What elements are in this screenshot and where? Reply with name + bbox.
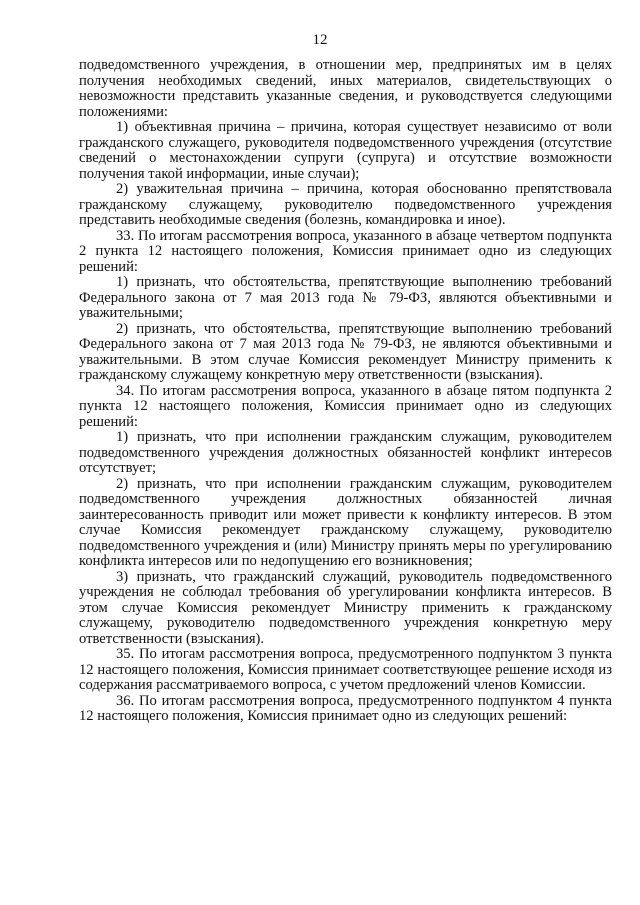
page-number: 12	[312, 32, 328, 48]
document-body	[79, 58, 612, 725]
paragraph-33-decision-2: 2) признать, что обстоятельства, препятствующие выполнению требований Федерального закона от 7 мая 2013 года № 79-ФЗ, не являются объективными и уважительными. В этом случае Комиссия рекомендует Министру применить к гражданскому служащему конкретную меру ответственности (взыскания).	[79, 320, 612, 383]
paragraph-item-36: 36. По итогам рассмотрения вопроса, предусмотренного подпунктом 4 пункта 12 настоящего положения, Комиссия принимает одно из следующих решений:	[79, 692, 612, 724]
paragraph-continuation: подведомственного учреждения, в отношении мер, предпринятых им в целях получения необходимых сведений, иных материалов, свидетельствующих о невозможности представить указанные сведения, и руководствуется следующими положениями:	[79, 57, 612, 120]
paragraph-item-34: 34. По итогам рассмотрения вопроса, указанного в абзаце пятом подпункта 2 пункта 12 настоящего положения, Комиссия принимает одно из следующих решений:	[79, 382, 612, 430]
paragraph-item-35: 35. По итогам рассмотрения вопроса, предусмотренного подпунктом 3 пункта 12 настоящего положения, Комиссия принимает соответствующее решение исходя из содержания рассматриваемого вопроса, с учетом предложений членов Комиссии.	[79, 646, 612, 693]
paragraph-34-decision-2: 2) признать, что при исполнении гражданским служащим, руководителем подведомственного учреждения должностных обязанностей личная заинтересованность приводит или может привести к конфликту интересов. В этом случае Комиссия рекомендует гражданскому служащему, руководителю подведомственного учреждения и (или) Министру принять меры по урегулированию конфликта интересов или по недопущению его возникновения;	[79, 475, 612, 569]
paragraph-objective-reason: 1) объективная причина – причина, которая существует независимо от воли гражданского служащего, руководителя подведомственного учреждения (отсутствие сведений о местонахождении супруги (супруга) и отсутствие возможности получения такой информации, иные случаи);	[79, 119, 612, 182]
paragraph-valid-reason: 2) уважительная причина – причина, которая обоснованно препятствовала гражданскому служащему, руководителю подведомственного учреждения представить необходимые сведения (болезнь, командировка и иное).	[79, 181, 612, 228]
paragraph-34-decision-1: 1) признать, что при исполнении гражданским служащим, руководителем подведомственного учреждения должностных обязанностей конфликт интересов отсутствует;	[79, 429, 612, 476]
paragraph-34-decision-3: 3) признать, что гражданский служащий, руководитель подведомственного учреждения не соблюдал требования об урегулировании конфликта интересов. В этом случае Комиссия рекомендует Министру применить к гражданскому служащему, руководителю подведомственного учреждения конкретную меру ответственности (взыскания).	[79, 568, 612, 647]
paragraph-33-decision-1: 1) признать, что обстоятельства, препятствующие выполнению требований Федерального закона от 7 мая 2013 года № 79-ФЗ, являются объективными и уважительными;	[79, 274, 612, 321]
paragraph-item-33: 33. По итогам рассмотрения вопроса, указанного в абзаце четвертом подпункта 2 пункта 12 настоящего положения, Комиссия принимает одно из следующих решений:	[79, 227, 612, 275]
